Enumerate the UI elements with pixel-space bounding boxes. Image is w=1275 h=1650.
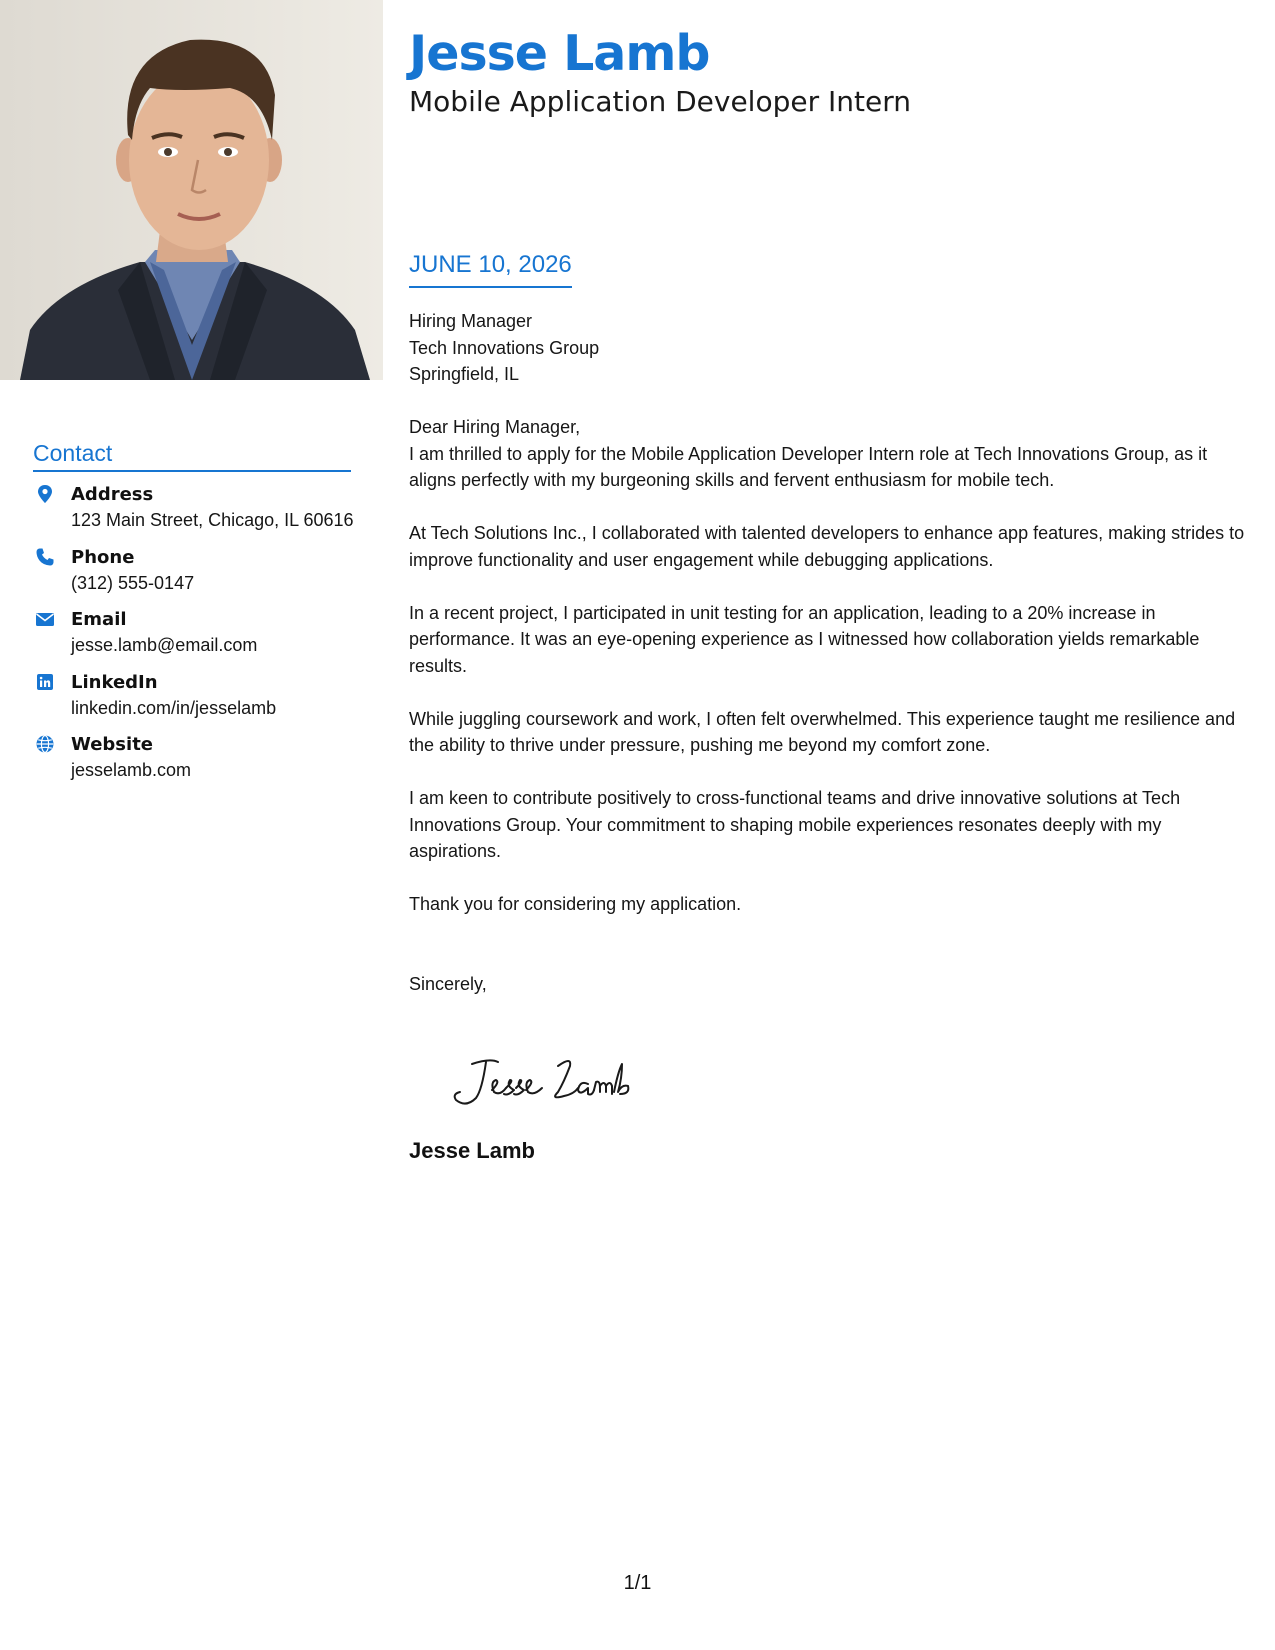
job-title: Mobile Application Developer Intern: [409, 85, 911, 118]
letter-paragraph: At Tech Solutions Inc., I collaborated with talented developers to enhance app features, making strides to improve functionality and user engagement while debugging applications.: [409, 523, 1245, 570]
contact-label: Address: [71, 484, 154, 505]
contact-value[interactable]: jesse.lamb@email.com: [71, 635, 258, 655]
recipient-line: Tech Innovations Group: [409, 337, 600, 358]
contact-heading: Contact: [33, 438, 351, 472]
page-number: 1/1: [623, 1572, 652, 1594]
closing: Sincerely,: [409, 973, 487, 994]
contact-item-phone: [33, 545, 363, 596]
globe-icon: [35, 734, 55, 754]
recipient-block: [409, 308, 1249, 388]
recipient-line: Springfield, IL: [409, 364, 520, 384]
salutation: Dear Hiring Manager,: [409, 417, 581, 437]
letter-paragraph: In a recent project, I participated in unit testing for an application, leading to a 20% increase in performance. It was an eye-opening experience as I witnessed how collaboration yields remarkable results.: [409, 602, 1200, 676]
contact-label: Email: [71, 609, 127, 630]
recipient-line: Hiring Manager: [409, 311, 533, 331]
letter-paragraph: While juggling coursework and work, I often felt overwhelmed. This experience taught me resilience and the ability to thrive under pressure, pushing me beyond my comfort zone.: [409, 708, 1236, 755]
phone-icon: [35, 547, 55, 567]
contact-value: (312) 555-0147: [71, 572, 195, 593]
letter-body: [409, 308, 1249, 997]
contact-value[interactable]: jesselamb.com: [71, 760, 192, 780]
contact-list: [33, 482, 363, 795]
profile-photo: [0, 0, 383, 380]
letter-paragraph: Thank you for considering my application.: [409, 894, 742, 914]
envelope-icon: [35, 609, 55, 629]
contact-item-website: [33, 732, 363, 783]
contact-item-email: [33, 607, 363, 658]
candidate-name: Jesse Lamb: [409, 25, 710, 82]
signature-image: [446, 1052, 646, 1114]
contact-label: LinkedIn: [71, 671, 158, 693]
letter-paragraph: I am keen to contribute positively to cross-functional teams and drive innovative solutions at Tech Innovations Group. Your commitment to shaping mobile experiences resonates deeply with my aspirations.: [409, 788, 1181, 861]
signed-name: Jesse Lamb: [409, 1138, 535, 1163]
map-pin-icon: [35, 484, 55, 504]
letter-date: JUNE 10, 2026: [409, 249, 572, 288]
contact-item-address: [33, 482, 363, 533]
contact-value: 123 Main Street, Chicago, IL 60616: [71, 510, 354, 530]
contact-label: Phone: [71, 546, 135, 568]
letter-paragraph: I am thrilled to apply for the Mobile Application Developer Intern role at Tech Innovations Group, as it aligns perfectly with my burgeoning skills and fervent enthusiasm for mobile tech.: [409, 443, 1208, 490]
contact-item-linkedin: [33, 670, 363, 721]
linkedin-icon: [35, 672, 55, 692]
contact-value[interactable]: linkedin.com/in/jesselamb: [71, 697, 277, 718]
contact-label: Website: [71, 734, 154, 755]
